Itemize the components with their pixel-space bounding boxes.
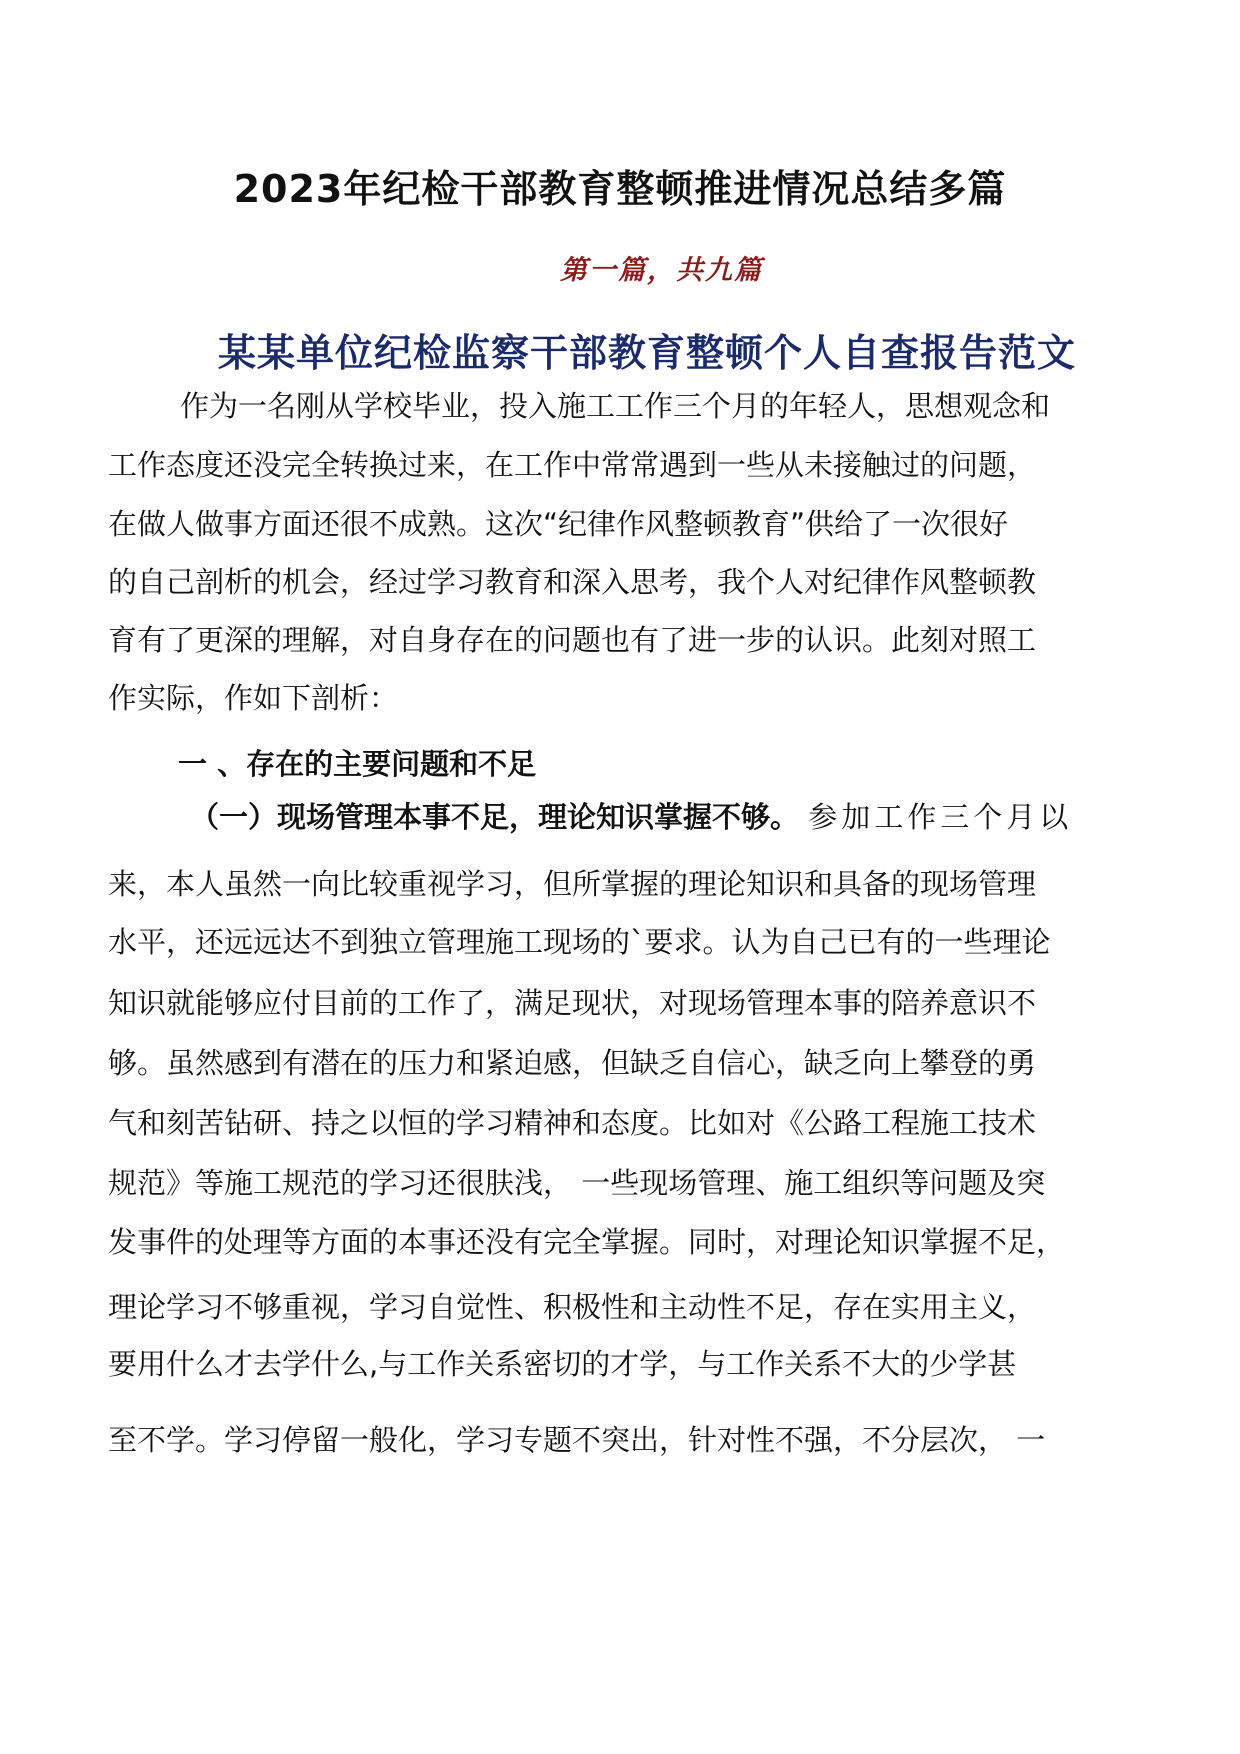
body-line: 知识就能够应付目前的工作了，满足现状，对现场管理本事的陪养意识不 — [108, 986, 1037, 1020]
body-line: 要用什么才去学什么,与工作关系密切的才学，与工作关系不大的少学甚 — [108, 1347, 1017, 1381]
body-line: 至不学。学习停留一般化，学习专题不突出，针对性不强，不分层次， 一 — [108, 1423, 1046, 1457]
intro-line: 作为一名刚从学校毕业，投入施工工作三个月的年轻人，思想观念和 — [180, 389, 1051, 423]
intro-line: 育有了更深的理解，对自身存在的问题也有了进一步的认识。此刻对照工 — [108, 623, 1037, 657]
intro-line: 的自己剖析的机会，经过学习教育和深入思考，我个人对纪律作风整顿教 — [108, 565, 1037, 599]
document-title: 2023年纪检干部教育整顿推进情况总结多篇 — [233, 167, 1007, 211]
section-heading: 一 、存在的主要问题和不足 — [178, 747, 537, 781]
article-title: 某某单位纪检监察干部教育整顿个人自查报告范文 — [218, 331, 1077, 375]
subsection-line — [190, 795, 1072, 836]
body-line: 气和刻苦钻研、持之以恒的学习精神和态度。比如对《公路工程施工技术 — [108, 1106, 1037, 1140]
subsection-heading: （一）现场管理本事不足，理论知识掌握不够。 — [190, 800, 800, 834]
body-line: 规范》等施工规范的学习还很肤浅， 一些现场管理、施工组织等问题及突 — [108, 1166, 1046, 1200]
intro-line: 在做人做事方面还很不成熟。这次“纪律作风整顿教育”供给了一次很好 — [108, 507, 1009, 541]
intro-line: 工作态度还没完全转换过来，在工作中常常遇到一些从未接触过的问题， — [108, 448, 1037, 482]
body-line: 水平，还远远达不到独立管理施工现场的`要求。认为自己已有的一些理论 — [108, 925, 1051, 959]
body-line: 来，本人虽然一向比较重视学习，但所掌握的理论知识和具备的现场管理 — [108, 867, 1037, 901]
body-line: 够。虽然感到有潜在的压力和紧迫感，但缺乏自信心，缺乏向上攀登的勇 — [108, 1046, 1037, 1080]
subsection-text: 参加工作三个月以 — [808, 800, 1073, 834]
body-line: 理论学习不够重视，学习自觉性、积极性和主动性不足，存在实用主义， — [108, 1290, 1037, 1324]
body-line: 发事件的处理等方面的本事还没有完全掌握。同时，对理论知识掌握不足， — [108, 1225, 1066, 1259]
intro-line: 作实际，作如下剖析： — [108, 681, 399, 715]
part-label: 第一篇，共九篇 — [560, 255, 763, 286]
